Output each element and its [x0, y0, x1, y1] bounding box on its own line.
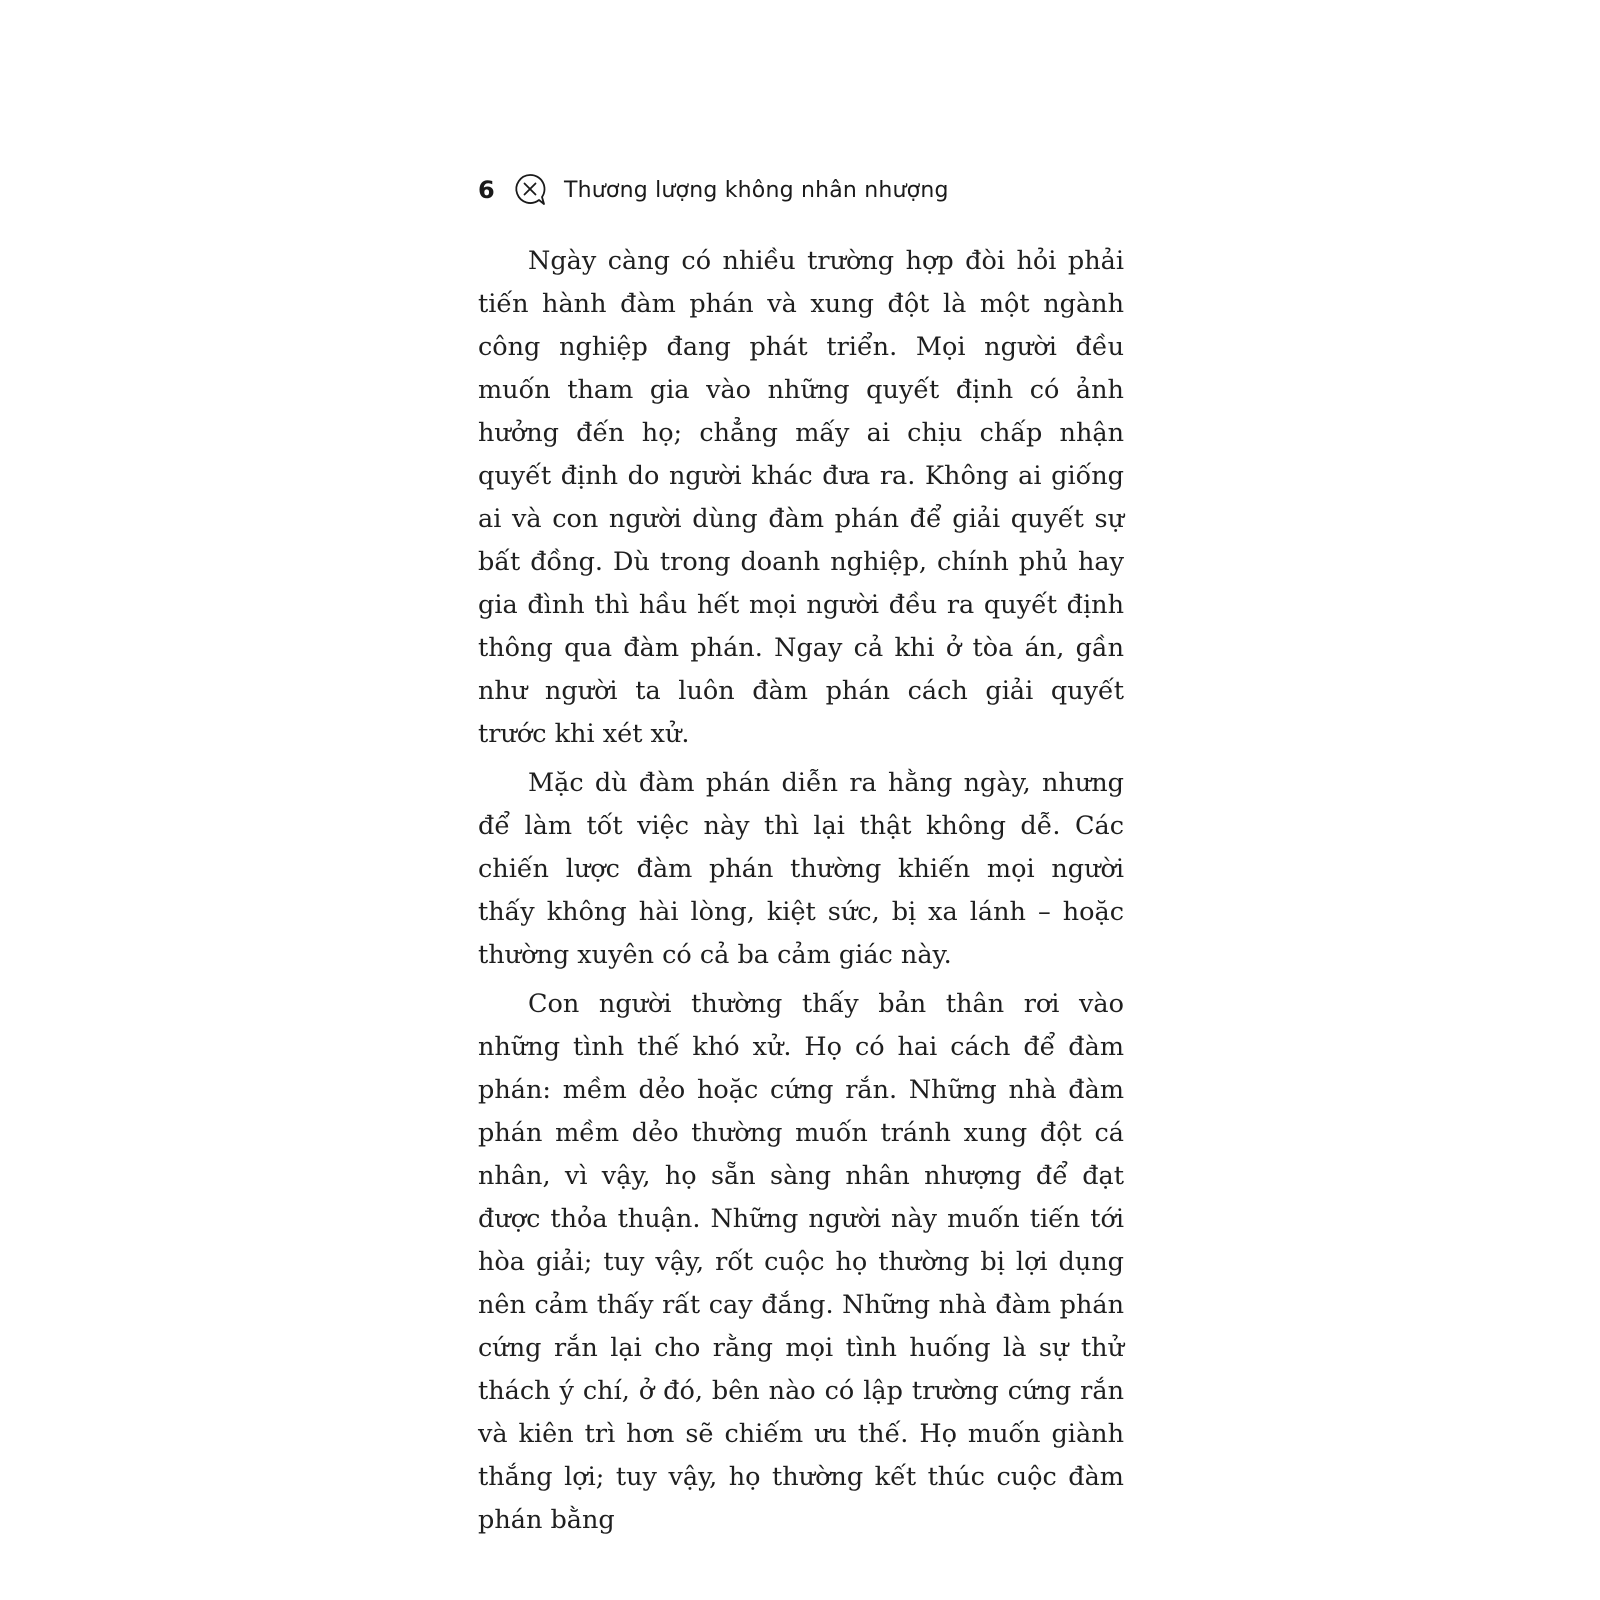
speech-bubble-x-icon: [512, 172, 548, 208]
running-title: Thương lượng không nhân nhượng: [564, 177, 949, 203]
paragraph-2: Mặc dù đàm phán diễn ra hằng ngày, nhưng để làm tốt việc này thì lại thật không dễ. Các chiến lược đàm phán thường khiến mọi người thấy không hài lòng, kiệt sức, bị xa lánh – hoặc thường xuyên có cả ba cảm giác này.: [478, 768, 1124, 970]
page-header: [478, 168, 1138, 212]
paragraph-3: Con người thường thấy bản thân rơi vào những tình thế khó xử. Họ có hai cách để đàm phán: mềm dẻo hoặc cứng rắn. Những nhà đàm phán mềm dẻo thường muốn tránh xung đột cá nhân, vì vậy, họ sẵn sàng nhân nhượng để đạt được thỏa thuận. Những người này muốn tiến tới hòa giải; tuy vậy, rốt cuộc họ thường bị lợi dụng nên cảm thấy rất cay đắng. Những nhà đàm phán cứng rắn lại cho rằng mọi tình huống là sự thử thách ý chí, ở đó, bên nào có lập trường cứng rắn và kiên trì hơn sẽ chiếm ưu thế. Họ muốn giành thắng lợi; tuy vậy, họ thường kết thúc cuộc đàm phán bằng: [478, 989, 1124, 1535]
body-text: [478, 240, 1124, 1548]
page-number: 6: [478, 176, 495, 204]
paragraph-1: Ngày càng có nhiều trường hợp đòi hỏi phải tiến hành đàm phán và xung đột là một ngành công nghiệp đang phát triển. Mọi người đều muốn tham gia vào những quyết định có ảnh hưởng đến họ; chẳng mấy ai chịu chấp nhận quyết định do người khác đưa ra. Không ai giống ai và con người dùng đàm phán để giải quyết sự bất đồng. Dù trong doanh nghiệp, chính phủ hay gia đình thì hầu hết mọi người đều ra quyết định thông qua đàm phán. Ngay cả khi ở tòa án, gần như người ta luôn đàm phán cách giải quyết trước khi xét xử.: [478, 246, 1124, 749]
